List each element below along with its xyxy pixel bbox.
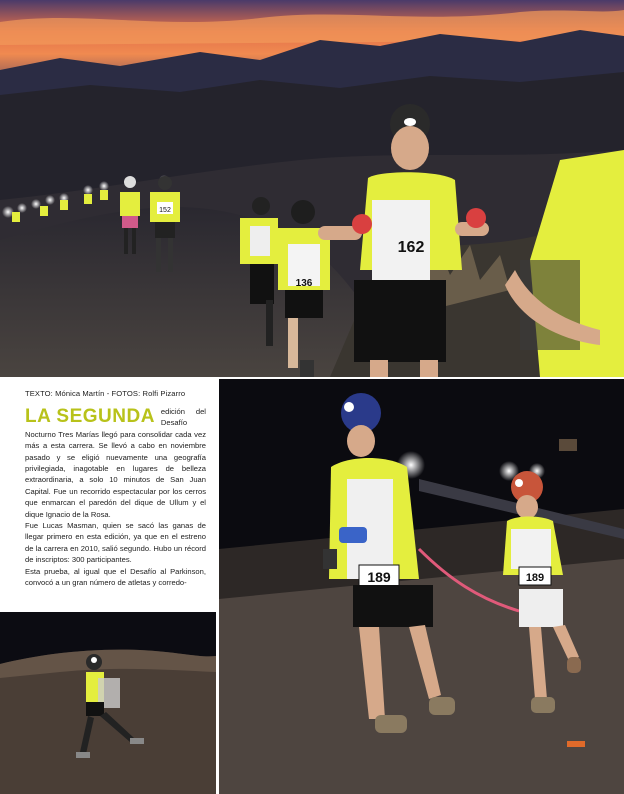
bib-far-runner: 152 — [159, 207, 171, 214]
article-paragraph-1: edición del Desafío Nocturno Tres Marías llegó para consolidar cada vez más a esta carrera. Se llevó a cabo en noviembre pasado y se eligió nuevamente una geografía privilegiada, inagotable en lugares de belleza extraordinaria, a solo 10 minutos de San Juan Capital. Fue un recorrido espectacular por los cerros que enmarcan el paredón del dique de Ullum y el dique Ignacio de la Rosa. — [25, 407, 206, 519]
bib-main-runner: 162 — [397, 239, 425, 256]
photo-mother-son-runners-art — [219, 379, 624, 794]
article-credits: TEXTO: Mónica Martín - FOTOS: Rolfi Pizarro — [25, 389, 186, 398]
article-lead-caps: LA SEGUNDA — [25, 406, 155, 427]
bib-boy: 189 — [525, 572, 545, 584]
article-paragraph-2: Fue Lucas Masman, quien se sacó las ganas de llegar primero en esta edición, ya que en el estreno de la carrera en 2010, salió segundo. Hubo un récord de inscriptos: 300 participantes. — [25, 521, 206, 565]
photo-runners-mountain — [0, 0, 624, 377]
photo-lone-runner-art — [0, 612, 216, 794]
article-text-column — [0, 379, 216, 610]
bib-left-runner: 136 — [295, 278, 313, 289]
photo-lone-runner — [0, 612, 216, 794]
bib-woman: 189 — [367, 569, 391, 585]
photo-runners-mountain-art — [0, 0, 624, 377]
article-body — [25, 406, 206, 589]
article-paragraph-3: Esta prueba, al igual que el Desafío al Parkinson, convocó a un gran número de atletas y corredo- — [25, 566, 206, 588]
photo-mother-son-runners — [219, 379, 624, 794]
